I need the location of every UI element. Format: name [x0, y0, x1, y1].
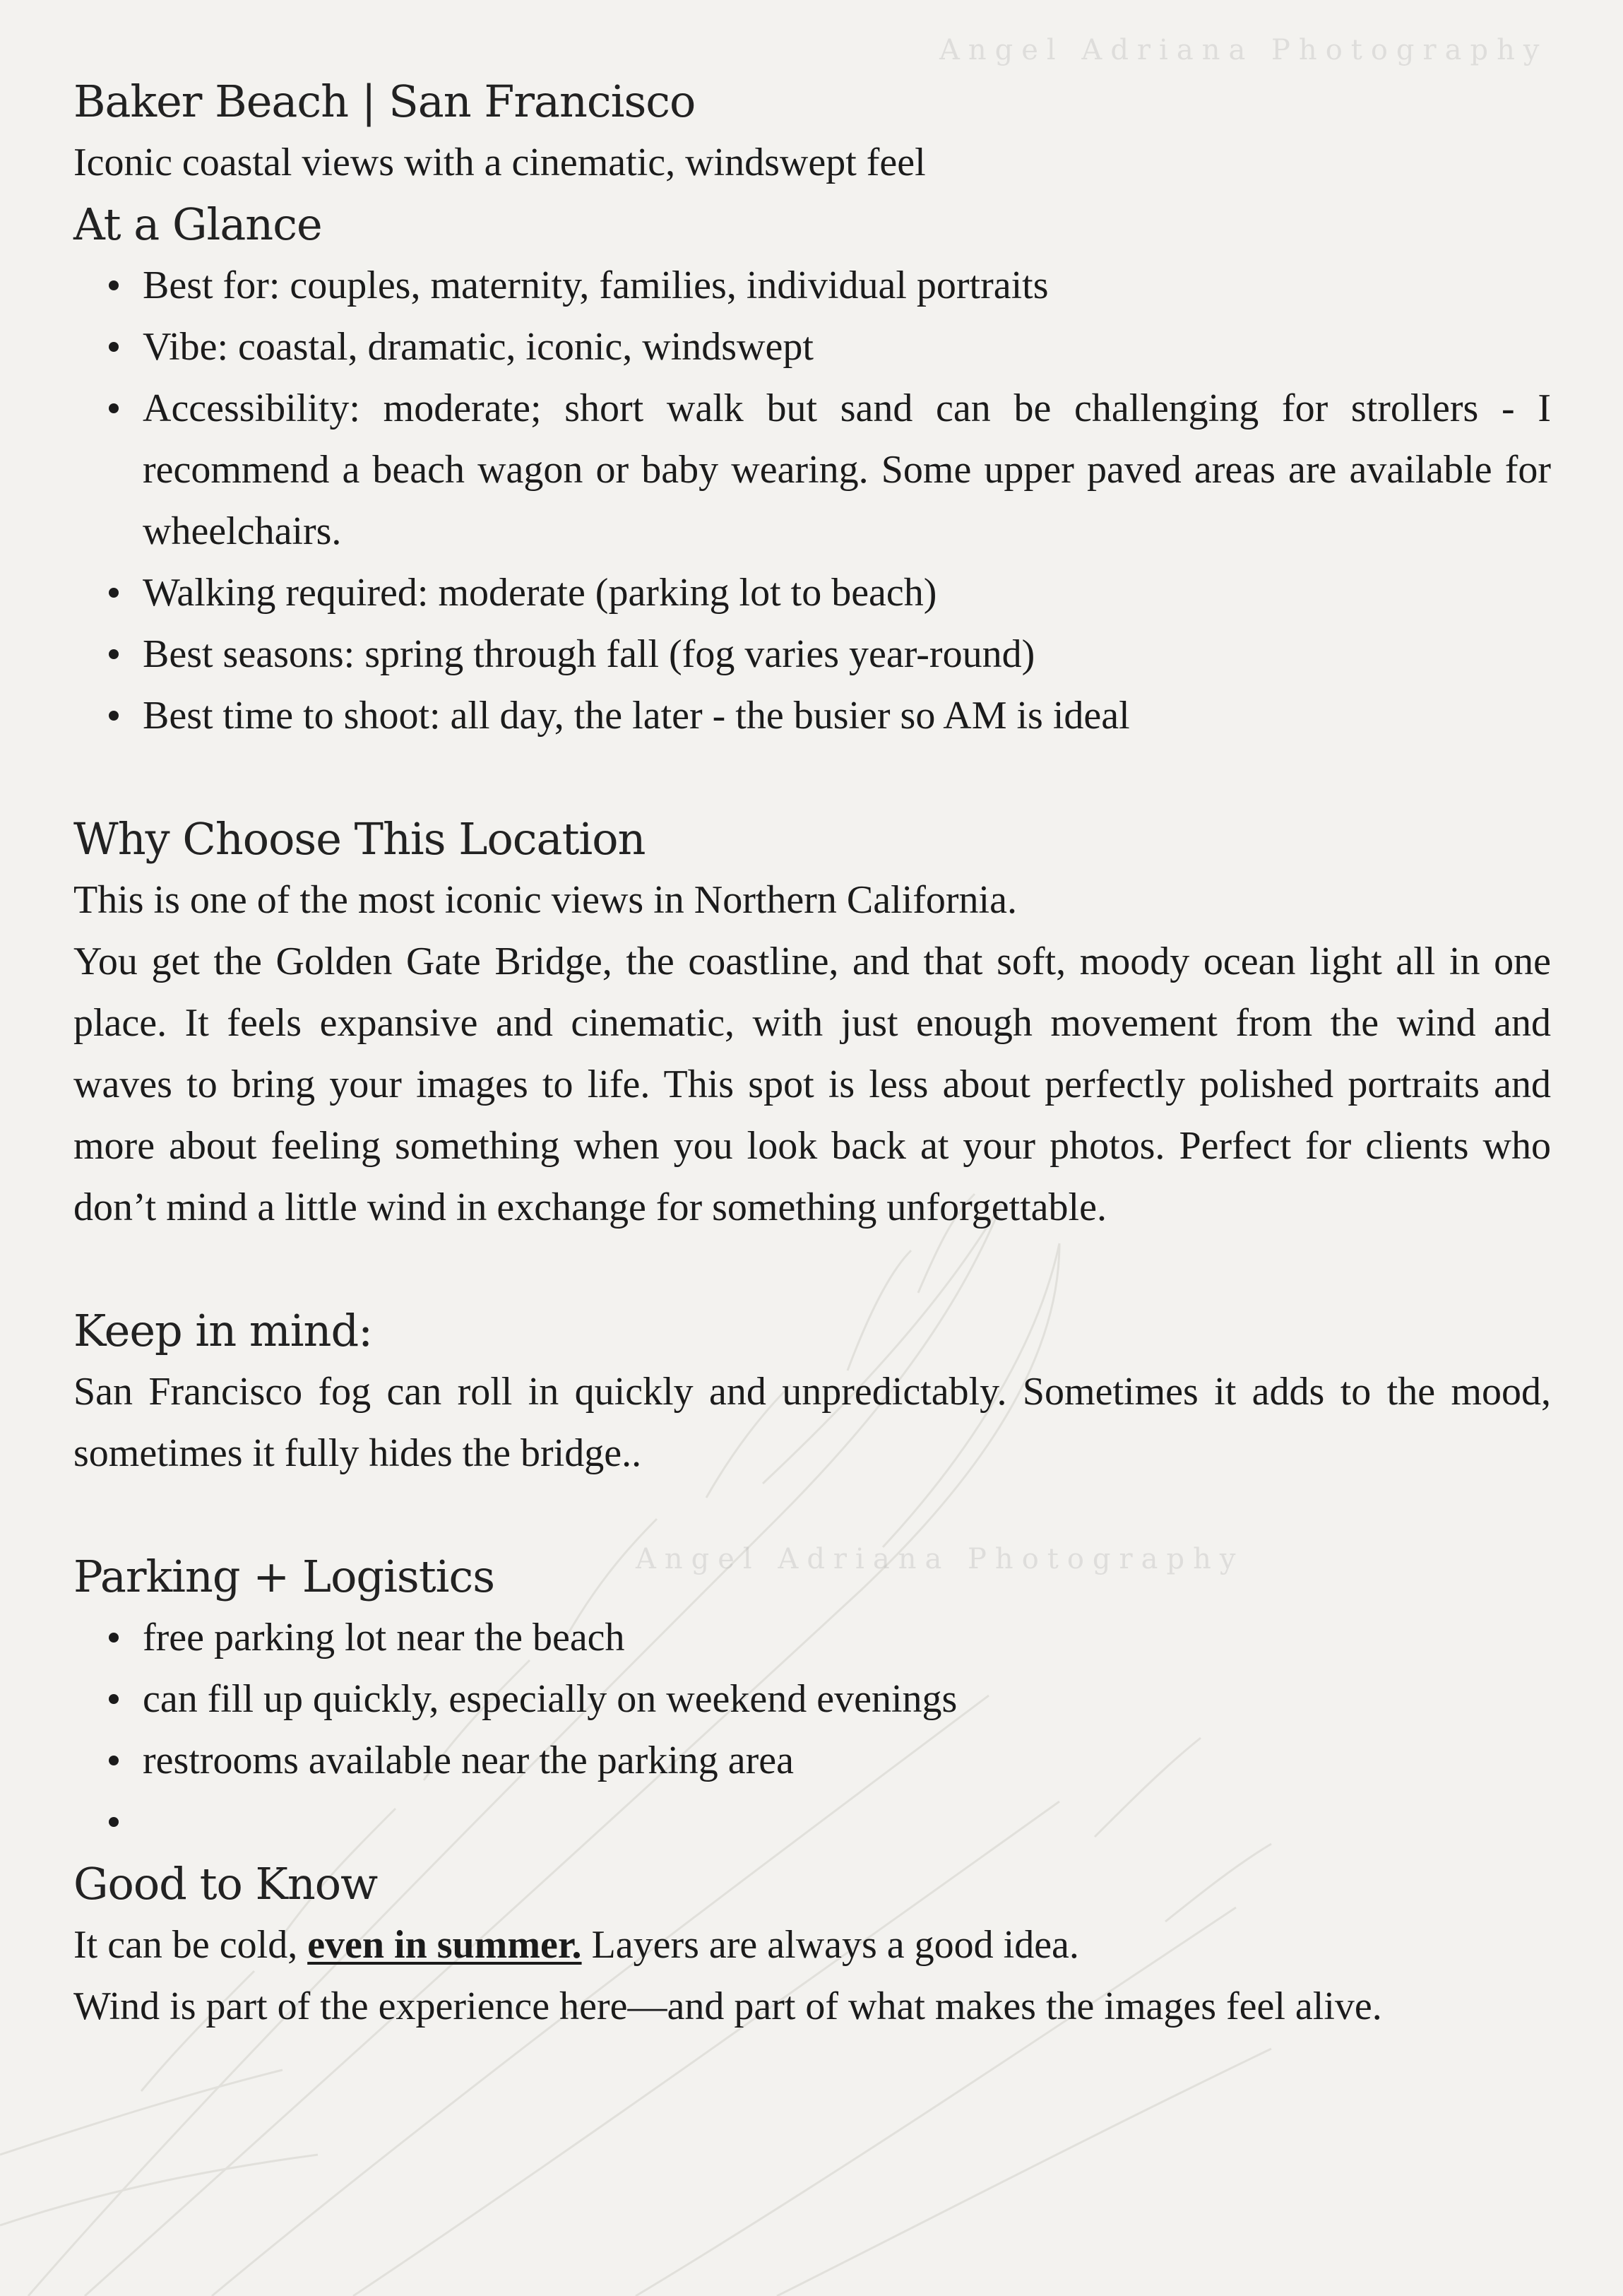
- section-heading-at-a-glance: At a Glance: [73, 199, 322, 250]
- list-item: [143, 1607, 1551, 1669]
- bullet-icon: [109, 1633, 119, 1643]
- bullet-icon: [109, 649, 119, 659]
- document-content: [73, 71, 1551, 2037]
- list-item: [143, 255, 1551, 316]
- why-paragraph-2: You get the Golden Gate Bridge, the coastline, and that soft, moody ocean light all in one place. It feels expansive and cinematic, with just enough movement from the wind and waves to bring your images to life. This spot is less about perfectly polished portraits and more about feeling something when you look back at your photos. Perfect for clients who don’t mind a little wind in exchange for something unforgettable.: [73, 940, 1551, 1229]
- bullet-icon: [109, 711, 119, 721]
- at-a-glance-list: [73, 255, 1551, 747]
- page-title: Baker Beach | San Francisco: [73, 76, 696, 127]
- list-item: [143, 1669, 1551, 1730]
- list-item: [143, 378, 1551, 562]
- page-subtitle: Iconic coastal views with a cinematic, windswept feel: [73, 141, 926, 184]
- list-item-text: [143, 1800, 153, 1844]
- list-item: [143, 1730, 1551, 1792]
- section-heading-keep-in-mind: Keep in mind:: [73, 1305, 373, 1356]
- list-item-text: can fill up quickly, especially on weekend evenings: [143, 1677, 958, 1721]
- list-item: [143, 316, 1551, 378]
- good-to-know-text: Layers are always a good idea.: [581, 1923, 1079, 1967]
- bullet-icon: [109, 588, 119, 598]
- good-to-know-line-1: [73, 1915, 1551, 1976]
- parking-list: [73, 1607, 1551, 1853]
- bullet-icon: [109, 342, 119, 352]
- keep-in-mind-text: San Francisco fog can roll in quickly and unpredictably. Sometimes it adds to the mood, sometimes it fully hides the bridge..: [73, 1370, 1551, 1475]
- good-to-know-text: It can be cold,: [73, 1923, 308, 1967]
- list-item: [143, 1792, 1551, 1853]
- list-item-text: Walking required: moderate (parking lot to beach): [143, 571, 937, 615]
- bullet-icon: [109, 403, 119, 413]
- list-item-text: Accessibility: moderate; short walk but sand can be challenging for strollers - I recommend a beach wagon or baby wearing. Some upper paved areas are available for wheelchairs.: [143, 386, 1551, 553]
- list-item-text: Vibe: coastal, dramatic, iconic, windswept: [143, 325, 814, 369]
- list-item-text: Best seasons: spring through fall (fog varies year-round): [143, 632, 1035, 676]
- list-item-text: Best time to shoot: all day, the later - the busier so AM is ideal: [143, 694, 1130, 738]
- bullet-icon: [109, 1817, 119, 1827]
- section-heading-good-to-know: Good to Know: [73, 1858, 378, 1910]
- spacer: [73, 1484, 1551, 1546]
- section-heading-why-choose: Why Choose This Location: [73, 813, 646, 865]
- good-to-know-line-2: Wind is part of the experience here—and part of what makes the images feel alive.: [73, 1984, 1382, 2028]
- list-item: [143, 624, 1551, 685]
- list-item-text: free parking lot near the beach: [143, 1616, 625, 1659]
- list-item-text: restrooms available near the parking area: [143, 1739, 795, 1782]
- why-paragraph-1: This is one of the most iconic views in Northern California.: [73, 878, 1017, 922]
- list-item-text: Best for: couples, maternity, families, individual portraits: [143, 264, 1049, 307]
- bullet-icon: [109, 1756, 119, 1765]
- list-item: [143, 685, 1551, 747]
- emphasis-text: even in summer.: [307, 1923, 582, 1967]
- spacer: [73, 747, 1551, 808]
- watermark-top: Angel Adriana Photography: [939, 34, 1548, 66]
- section-heading-parking: Parking + Logistics: [73, 1551, 495, 1602]
- spacer: [73, 1238, 1551, 1300]
- watermark-middle: Angel Adriana Photography: [636, 1543, 1244, 1575]
- list-item: [143, 562, 1551, 624]
- bullet-icon: [109, 280, 119, 290]
- bullet-icon: [109, 1694, 119, 1704]
